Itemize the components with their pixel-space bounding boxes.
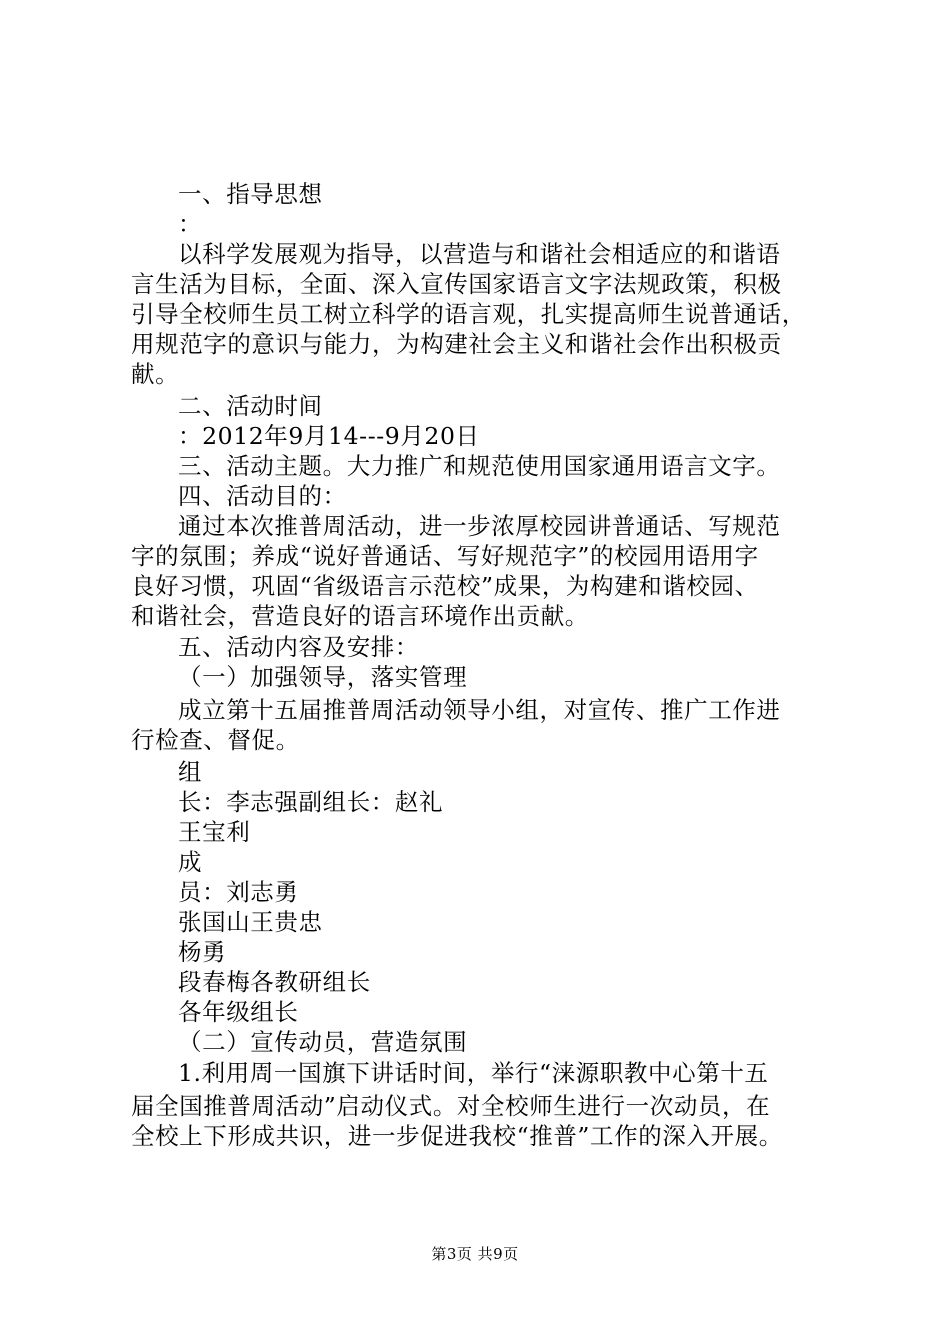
heading-activity-content: 五、活动内容及安排： [178, 633, 419, 661]
paragraph-line: 全校上下形成共识，进一步促进我校“推普”工作的深入开展。 [131, 1122, 783, 1150]
paragraph-line: 以科学发展观为指导，以营造与和谐社会相适应的和谐语 [178, 240, 781, 268]
paragraph-line: 献。 [131, 360, 180, 388]
paragraph-line: 用规范字的意识与能力，为构建社会主义和谐社会作出积极贡 [131, 330, 782, 358]
paragraph-line: 成立第十五届推普周活动领导小组，对宣传、推广工作进 [178, 696, 781, 724]
member-list-line: 长：李志强副组长：赵礼 [178, 788, 444, 816]
heading-activity-theme: 三、活动主题。大力推广和规范使用国家通用语言文字。 [178, 452, 781, 480]
member-list-line: 员：刘志勇 [178, 878, 299, 906]
member-list-line: 成 [178, 848, 203, 876]
activity-time-value: ：2012年9月14---9月20日 [178, 422, 480, 450]
member-list-line: 王宝利 [178, 818, 251, 846]
paragraph-line: 字的氛围；养成“说好普通话、写好规范字”的校园用语用字 [131, 542, 759, 570]
page-footer: 第3页 共9页 [431, 1245, 519, 1263]
heading-guiding-thought: 一、指导思想 [178, 180, 323, 208]
paragraph-line: 行检查、督促。 [131, 726, 300, 754]
member-list-line: 组 [178, 758, 203, 786]
paragraph-line: 良好习惯，巩固“省级语言示范校”成果，为构建和谐校园、 [131, 572, 759, 600]
member-list-line: 杨勇 [178, 938, 227, 966]
heading-activity-purpose: 四、活动目的： [178, 482, 347, 510]
subheading-publicity: （二）宣传动员，营造氛围 [178, 1028, 468, 1056]
member-list-line: 段春梅各教研组长 [178, 968, 371, 996]
paragraph-line: 引导全校师生员工树立科学的语言观，扎实提高师生说普通话， [131, 300, 806, 328]
paragraph-line: 届全国推普周活动”启动仪式。对全校师生进行一次动员，在 [131, 1092, 771, 1120]
paragraph-line: 通过本次推普周活动，进一步浓厚校园讲普通话、写规范 [178, 512, 781, 540]
member-list-line: 各年级组长 [178, 998, 299, 1026]
member-list-line: 张国山王贵忠 [178, 908, 323, 936]
paragraph-line: 1.利用周一国旗下讲话时间，举行“涞源职教中心第十五 [178, 1059, 769, 1087]
subheading-leadership: （一）加强领导，落实管理 [178, 663, 468, 691]
paragraph-line: 和谐社会，营造良好的语言环境作出贡献。 [131, 602, 589, 630]
heading-activity-time: 二、活动时间 [178, 392, 323, 420]
colon-line: ： [178, 210, 203, 238]
paragraph-line: 言生活为目标，全面、深入宣传国家语言文字法规政策，积极 [131, 270, 782, 298]
